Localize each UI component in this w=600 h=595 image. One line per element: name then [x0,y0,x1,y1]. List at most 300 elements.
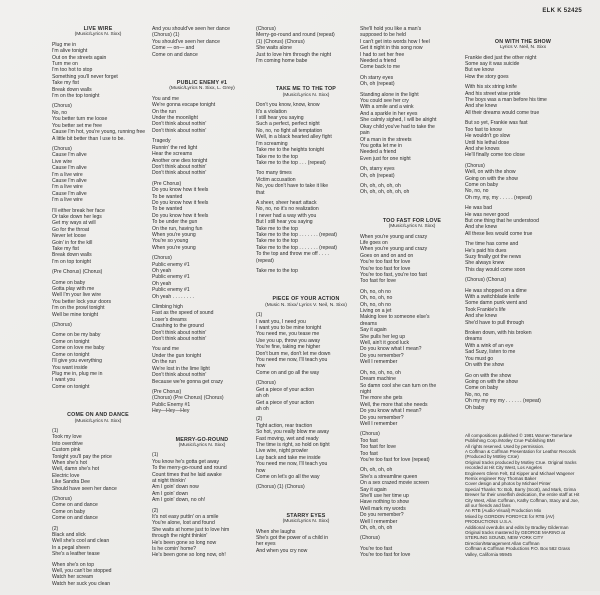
song-title: ON WITH THE SHOW [494,38,552,45]
credit-line: Mixed by GORDON FORDYCE for RTB (AV) PRODUCTIONS U.S.A. [465,513,555,525]
catalog-number: ELK K 52425 [542,8,582,14]
lyric-stanza [52,332,144,390]
lyric-line: You gotta let me in [360,142,403,149]
lyric-line: Too fast [360,437,378,444]
lyric-line: When she's on top [52,561,95,568]
lyric-line: Oh, oh (repeat) [360,81,395,88]
lyric-line: You could see her cry [360,98,409,105]
lyric-line: (Pre Chorus) [152,388,182,395]
lyric-line: Well she's cool and clean [52,538,110,545]
lyric-line: To the merry-go-round and round [152,465,227,472]
lyric-line: Do you remember? [360,414,404,421]
lyric-line: You should've seen her dance [152,38,220,45]
lyric-line: I want you to be mine tonight [256,325,322,332]
lyric-line: When you're young [152,231,196,238]
lyric-line: Frankie died just the other night [465,54,537,61]
lyric-line: Come — on— and [152,45,195,52]
lyric-line: Take me to the top . . . . . . . (repeat) [256,244,337,251]
lyric-line: Come on love me baby [52,345,105,352]
lyric-line: Lay back and take me inside [256,454,321,461]
lyric-line: You're too fast [360,545,393,552]
lyric-line: Oh, oh, oh, oh [360,467,393,474]
lyric-line: And you should've seen her dance [152,26,231,32]
lyric-line: It's not easy puttin' on a smile [152,514,219,520]
lyric-line: Too fast [360,450,378,457]
lyric-line: Break down walls [52,86,92,93]
lyric-line: I'll either break her face [52,207,105,214]
lyric-line: Oh yeah [152,268,172,274]
lyric-line: With a wink of an eye [465,342,514,349]
lyric-line: The more she gets [360,395,403,402]
lyric-line: You must go [465,355,494,362]
lyric-line: No, no, no [465,391,489,398]
lyric-stanza [52,146,144,204]
lyric-line: Come on and dance [152,51,198,58]
lyric-line: Another one dies tonight [152,157,208,164]
lyric-line: Too fast to know [465,126,502,133]
lyric-line: Or take down her legs [52,213,102,220]
credit-line: Cover design and photos by Michael Pinter [465,481,551,487]
song-title: TOO FAST FOR LOVE [382,217,442,224]
lyric-line: On the run [152,108,177,115]
song-title: TAKE ME TO THE TOP [275,86,337,93]
lyric-line: (Chorus) [465,162,485,169]
lyric-line: pain [360,130,370,137]
lyric-line: dreams [465,336,482,343]
lyric-line: I still hear you saying [256,115,304,122]
lyric-line: Take me to the top [256,225,298,232]
lyric-line: Don't you know, know, know [256,102,320,109]
lyric-stanza [152,96,252,134]
lyric-line: Crashing to the ground [152,323,204,330]
lyric-line: (2) [52,525,59,532]
lyric-line: Take me to the top . . . (repeat) [256,159,326,166]
lyric-line: You're alone, lost and found [152,520,215,527]
lyric-line: supposed to be held [360,32,406,39]
lyric-line: Cause I'm hot, you're young, running free [52,129,146,136]
lyric-line: On with the show [465,362,505,369]
lyric-line: night [360,388,372,395]
lyric-stanza [360,92,464,162]
lyric-line: Tragedy [152,138,171,145]
lyric-line: Tight action, rear traction [256,422,313,429]
lyric-stanza [152,26,252,58]
lyric-stanza [256,102,356,166]
lyric-line: ah oh [256,393,269,400]
lyric-line: Well, damn she's hot [52,466,100,473]
lyric-stanza [465,288,581,326]
lyric-stanza [465,373,581,411]
lyric-line: Come on tonight [52,383,90,390]
lyric-line: Goin' in for the kill [52,239,93,246]
lyric-line: When you're young and crazy [360,233,428,240]
lyrics-column-3 [256,26,356,562]
lyric-line: Sad Suzy, listen to me [465,349,516,356]
lyric-line: Don't think about nothin' [152,329,207,336]
lyric-line: Cause I'm alive [52,177,87,184]
lyric-line: I'm alive tonight [52,48,88,55]
lyric-line: that [256,189,265,196]
lyric-line: Get it night in this song now [360,45,423,52]
lyric-line: Oh, oh, oh, oh [360,525,393,532]
song-credit: (Music/Lyrics N. Sixx) [282,519,330,525]
song-block [360,218,464,559]
lyric-stanza [152,255,252,300]
song-block [52,412,144,587]
lyric-line: (1) (Chorus) (Chorus) [256,38,305,45]
lyric-line: Should have seen her dance [52,485,117,492]
lyric-line: You're fine, taking me higher [256,344,321,351]
lyric-line: Well, the more that she needs [360,401,428,408]
lyric-line: Oh, oh, oh, oh, oh, oh [360,189,410,196]
lyric-line: In a pegal sheen [52,544,90,551]
section-spacer [256,72,356,86]
lyric-line: So damn cool she can turn on the [360,382,437,389]
lyric-stanza [152,389,252,415]
lyric-line: Some say it was suicide [465,61,520,68]
lyric-line: Go on with the show [465,372,512,379]
song-title: MERRY-GO-ROUND [175,436,229,443]
lyric-line: Too many times [256,170,292,177]
lyrics-column-4 [360,26,464,567]
lyric-line: I'm on the prowl tonight [52,305,105,312]
lyric-line: Broken down, with his broken [465,330,532,337]
lyric-line: I never had a way with you [256,212,317,219]
lyric-line: A sheer, sheer heart attack [256,199,317,206]
lyric-line: To the top and throw me off . . . . [256,251,329,258]
lyric-stanza [52,562,144,588]
lyric-stanza [360,289,464,366]
lyric-line: I'll give you everything [52,358,102,365]
lyric-stanza [152,138,252,176]
lyric-line: (Chorus) [360,535,380,542]
lyric-line: Come on and go all the way [256,369,320,376]
lyric-line: Well, ain't it good luck [360,340,410,347]
album-credits [465,433,581,557]
lyric-line: I had to set her free [360,51,405,58]
lyric-line: Get a piece of your action [256,399,315,406]
lyric-line: The time is right, so hold on tight [256,441,330,448]
lyric-line: She always knew [465,260,505,267]
lyric-line: Out on the streets again [52,54,107,61]
lyric-line: Plug me in [52,41,77,48]
lyric-line: Take my fist [52,246,79,252]
credit-line: Original tracks mastered by GEORGE MARINO at STERLING SOUND, NEW YORK CITY [465,530,566,541]
lyric-line: Oh, no, oh, no, oh [360,369,401,376]
lyric-line: But one thing that he understood [465,217,539,224]
lyric-line: Needed a friend [360,149,397,156]
lyric-line: Took my love [52,434,82,441]
lyric-stanza [360,535,464,541]
lyric-line: (Chorus) (Pre Chorus) (Chorus) [152,395,224,402]
lyric-line: (1) [52,427,59,434]
lyric-line: Until his lethal dose [465,139,510,146]
song-block [152,26,252,58]
lyric-line: Custom pink [52,447,81,454]
lyric-line: She'd have to pull through [465,319,525,326]
lyric-stanza [360,183,464,196]
lyric-line: Black and slick [52,532,86,539]
lyric-line: And she knew [465,313,497,320]
lyric-line: To be wanted [152,206,183,213]
credit-line: An RTB (Audio-Visual) Production Mix [465,508,542,514]
lyric-stanza [52,103,144,141]
lyric-line: Oh baby [465,404,485,411]
lyric-line: Come on baby [52,508,86,515]
lyric-stanza [256,416,356,480]
lyric-stanza [360,75,464,88]
lyric-line: Well I'm your live wire [52,292,101,299]
section-spacer [256,282,356,296]
lyric-line: at night thinkin' [152,477,186,484]
lyric-line: (1) [152,452,159,459]
lyric-line: Merry-go-round and round (repeat) [256,32,335,39]
lyric-line: Use you up, throw you away [256,337,320,344]
lyric-line: Plug me in, plug me in [52,370,103,377]
lyric-line: (Chorus) [52,103,72,110]
lyric-line: And a sparkle in her eyes [360,110,418,117]
lyric-line: (Chorus) [52,145,72,152]
lyric-line: Public enemy #1 [152,287,190,294]
lyric-line: Come back to me [360,64,400,71]
lyric-line: Life goes on [360,239,388,246]
lyric-line: Just to love him through the night [256,51,332,58]
lyric-line: Don't think about nothin' [152,372,207,379]
lyric-line: her eyes [256,541,276,548]
lyric-line: Public Enemy #1 [152,401,191,408]
song-title: PIECE OF YOUR ACTION [272,296,340,303]
lyric-line: Under the gun tonight [152,352,201,359]
lyric-line: Because we're gonna get crazy [152,378,223,385]
lyric-line: When you're young and crazy [360,246,428,253]
lyric-line: With his six string knife [465,84,517,91]
lyric-line: Hey—Hey—Hey [152,408,190,415]
lyric-stanza [256,380,356,412]
lyric-line: Do you know how it feels [152,199,209,206]
lyric-line: dreams [360,320,377,327]
lyric-line: Under the moonlight [152,115,198,122]
lyric-line: On the run [152,359,177,366]
lyric-line: It's a violation [256,108,287,115]
lyric-stanza [152,452,252,503]
lyric-line: He wouldn't go slow [465,133,511,140]
lyric-line: Oh, oh (repeat) [360,172,395,179]
lyric-line: (Chorus) [52,496,72,502]
song-credit: (Music/Lyrics N. Sixx) [282,92,330,98]
song-credit: (Music N. Sixx/ Lyrics V. Neil, N. Sixx) [265,302,347,308]
lyric-line: Well I remember [360,420,398,427]
song-credit: (Music/Lyrics N. Sixx) [178,442,226,448]
lyric-line: Like Sandra Dee [52,479,90,486]
lyric-line: When she laughs [256,528,296,535]
lyric-line: Come on let's go all the way [256,473,320,480]
lyric-line: Victim accusation [256,176,296,183]
lyric-line: And she knows [465,145,500,152]
lyric-line: Take my fist [52,80,79,87]
lyric-line: I can't get into words how I feel [360,38,430,45]
credit-line: Additional overdubs and edits by Bradley Gilderman [465,524,569,530]
lyric-line: And she knew [465,103,497,110]
lyric-stanza [256,312,356,376]
lyric-line: You're too fast for love [360,265,411,272]
lyric-line: Do you remember? [360,352,404,359]
credit-line: All compositions published © 1981 Warner-Tamerlane Publishing Corp./Motley Crue Publishing BMI [465,432,573,444]
lyric-line: Well be mine tonight [52,311,99,318]
lyric-line: (Chorus) (Chorus) [465,277,507,284]
lyric-line: I'm a live wire [52,171,83,178]
lyric-line: Fast as the speed of sound [152,310,214,317]
lyric-line: Oh, no, oh no [360,301,391,308]
lyric-line: She waits alone [256,45,292,52]
lyric-stanza [52,526,144,558]
lyric-line: Living on a jet [360,308,392,315]
lyric-line: (Pre Chorus) (Chorus) [52,269,103,276]
lyric-line: He was shopped on a dime [465,287,527,294]
lyric-line: Come on and dance [52,502,98,509]
song-block [152,80,252,415]
lyric-line: (1) [256,312,263,319]
lyric-line: Dream machine [360,376,396,383]
lyric-line: You and me [152,95,180,102]
lyric-line: ah oh [256,405,269,412]
lyric-line: Well I remember [360,359,398,366]
lyric-line: No, no, no fight all temptation [256,127,323,134]
lyric-line: Get my ways at will [52,220,96,227]
lyric-line: To be under the gun [152,219,198,226]
lyric-line: Into overdrive [52,440,83,447]
lyric-line: You're too fast, you're too fast [360,272,427,278]
lyric-line: through the night thinkin' [152,533,208,540]
lyric-line: She pulls her leg up [360,333,406,340]
lyric-line: Took Frankie's life [465,306,506,313]
lyric-line: Needed a friend [360,58,397,65]
credit-line: Direction/Management Allan Coffman [465,540,540,546]
lyric-line: You and me [152,346,180,353]
lyric-stanza [465,205,581,237]
lyric-line: Come on baby [465,181,499,188]
lyric-line: Oh yeah [152,280,172,287]
lyric-stanza [256,200,356,264]
lyric-line: On the run, having fun [152,225,203,232]
lyric-line: (repeat) [256,257,274,264]
lyric-stanza [52,269,144,275]
song-credit: (Music/Lyrics N. Sixx) [388,224,436,230]
lyric-line: Have nothing to show [360,499,409,506]
lyric-line: We're gonna escape tonight [152,102,216,109]
lyric-line: (Chorus) (1) [152,32,180,39]
song-title: LIVE WIRE [83,26,113,32]
lyric-line: (Pre Chorus) [152,180,182,187]
lyric-line: Cause I'm alive [52,190,87,197]
lyric-line: how [256,363,266,370]
lyric-stanza [360,26,464,71]
lyric-line: Don't think about nothin' [152,163,207,170]
lyric-stanza [360,234,464,285]
lyric-stanza [52,496,144,522]
lyric-line: You want inside [52,364,88,371]
lyric-line: She'll use her time up [360,493,409,499]
song-title: STARRY EYES [286,512,326,519]
lyric-line: Well, you can't be stopped [52,568,112,575]
lyric-line: He's been gone so long now [152,539,217,546]
lyric-stanza [465,84,581,116]
lyric-line: You're too fast for love [360,552,411,559]
lyric-stanza [465,120,581,158]
lyric-line: Go for the throat [52,226,90,233]
lyric-line: I'm a live wire [52,184,83,191]
section-spacer [152,423,252,437]
lyric-line: Break down walls [52,252,92,259]
lyric-line: She's got the power of a child in [256,535,329,541]
lyric-stanza [256,529,356,555]
lyric-line: No, no, no it's no realization [256,206,319,213]
lyric-line: And she knew [465,224,497,231]
lyric-stanza [360,467,464,531]
lyric-line: And when you cry now [256,547,308,554]
lyric-line: Come on baby [52,279,86,286]
lyric-line: Of a man in the streets [360,136,412,143]
lyric-line: You better turn me loose [52,116,108,123]
lyric-stanza [52,322,144,328]
lyric-line: She's a streamline queen [360,473,418,480]
song-credit: (Music/Lyrics N. Sixx) [74,418,122,424]
credit-line: All rights reserved. Used by permission. [465,443,545,449]
lyric-stanza [256,170,356,196]
lyric-line: Well I remember [360,518,398,525]
lyric-stanza [360,546,464,559]
lyric-line: The boys was a man before his time [465,97,547,104]
lyric-line: And his street wise pride [465,90,521,97]
lyric-line: Live wire, night prowler [256,448,309,455]
lyric-line: Watch her suck you clean [52,580,111,587]
lyric-line: The time has come and [465,241,519,248]
lyric-line: You need me now, I'll teach you [256,357,328,364]
lyric-line: Is he comin' home? [152,546,197,553]
lyric-line: Climbing high [152,304,183,311]
lyric-line: I'm a live wire [52,197,83,204]
lyric-line: I'm too hot to stop [52,67,93,74]
lyric-line: You need me now, I'll teach you [256,461,328,468]
lyric-stanza [360,431,464,463]
song-title: PUBLIC ENEMY #1 [176,80,228,87]
lyric-line: Watch her scream [52,574,94,581]
lyric-line: Loser's dreams [152,316,187,323]
lyric-line: Turn me on [52,61,78,68]
lyric-stanza [152,304,252,342]
lyric-line: Oh yeah . . . . . . . . [152,293,194,300]
lyric-line: Electric love [52,472,80,479]
lyric-line: She waits at home just to love him [152,526,230,533]
lyric-line: Something you'll never forget [52,73,118,80]
lyric-line: When you're young [152,244,196,251]
credit-line: Special Thanks To: Bob, Barry (Scott), and Mark, Grima Brewer for their unselfish dedication, the entire staff at Hit City West, Allan Coffman, Kathy Coffman, Stacy and Joe, all our friends and fans [465,486,580,509]
lyric-line: We're lost in the lime light [152,365,210,372]
lyric-line: She's a leather tease [52,551,100,558]
lyric-line: Going on with the show [465,378,518,385]
credit-line: Engineers Glenn Felt, Ed Kipper and Michael Wagener [465,470,575,476]
song-block [256,296,356,490]
lyric-line: Count times that he laid awake [152,471,222,478]
section-spacer [52,398,144,412]
lyric-line: She'll hold you like a man's [360,26,422,32]
lyric-line: Get a piece of your action [256,386,315,393]
lyric-line: Public enemy #1 [152,261,190,268]
lyric-line: I want you, I need you [256,318,306,325]
lyric-line: Public enemy #1 [152,274,190,281]
lyric-line: Take me to the top [256,153,298,160]
song-block [52,26,144,390]
lyric-line: With a switchblade knife [465,294,520,301]
